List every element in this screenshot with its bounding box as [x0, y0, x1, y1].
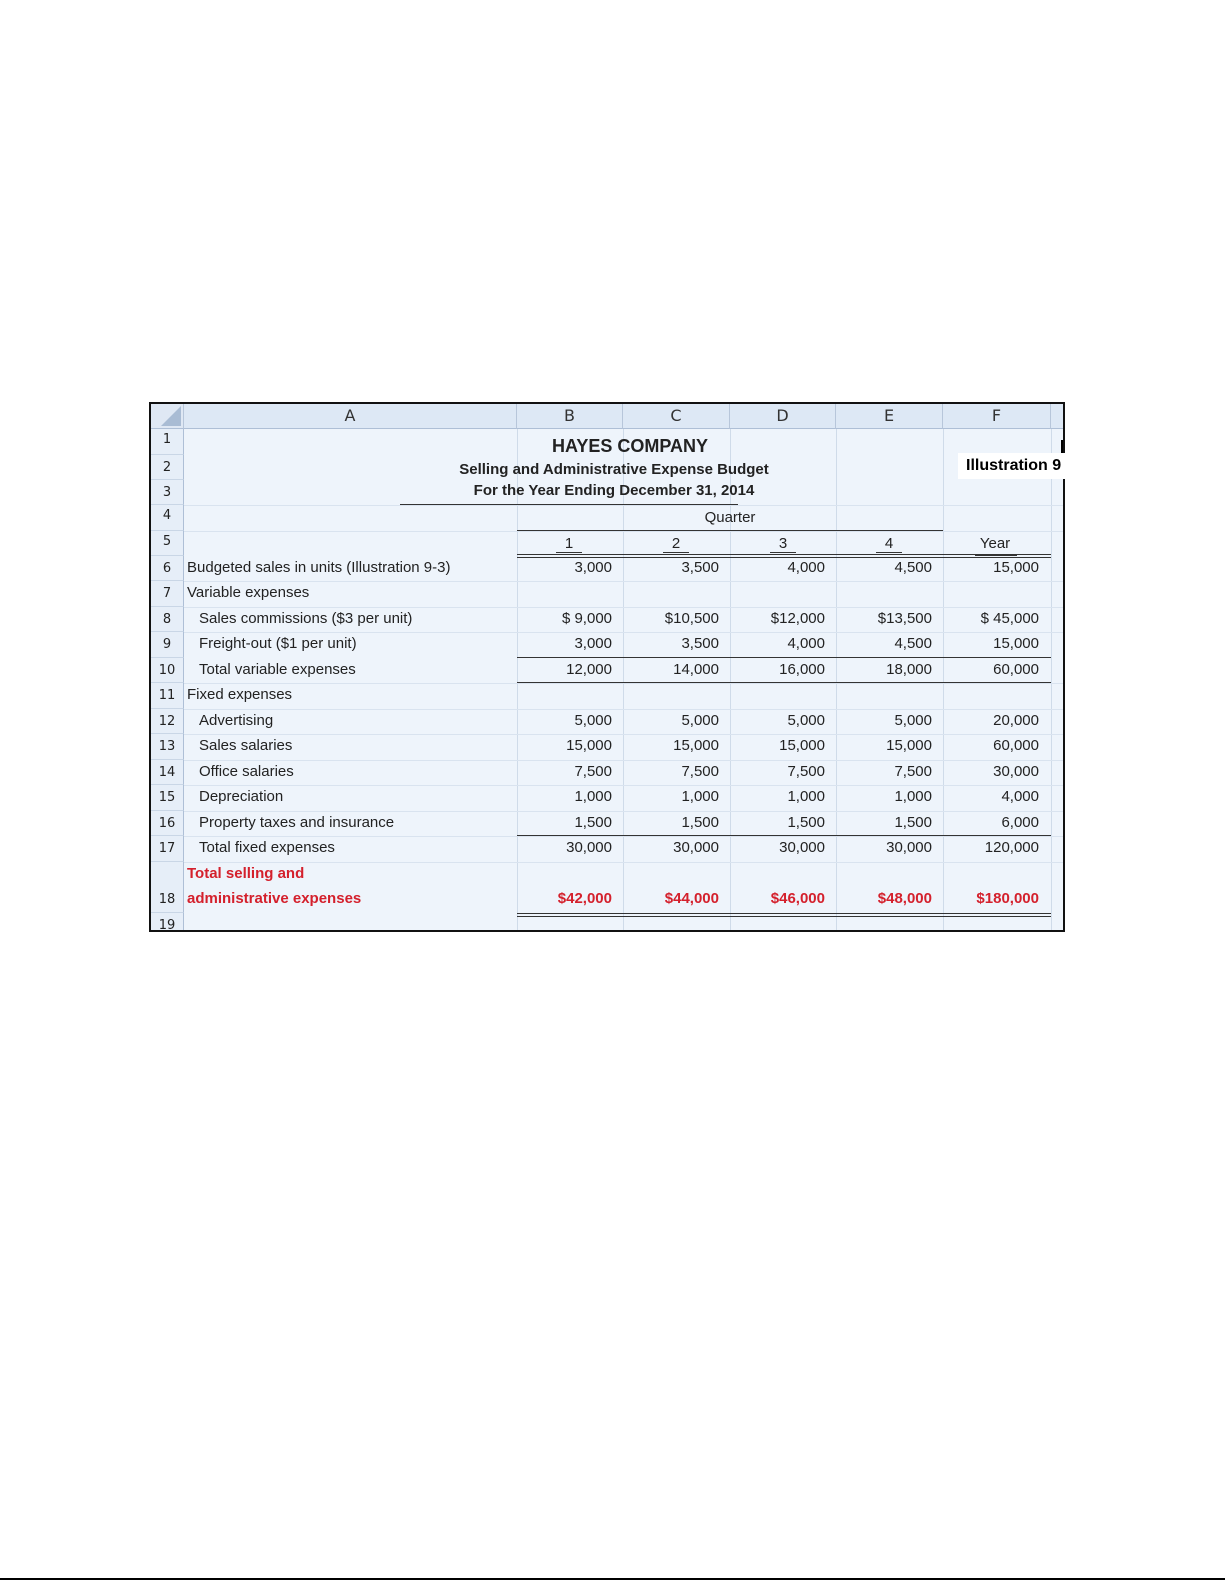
page-bottom-rule — [0, 1578, 1225, 1580]
double-rule-top — [517, 557, 1051, 558]
value-cell[interactable]: 1,500 — [787, 814, 825, 831]
subtotal-rule — [517, 657, 1051, 658]
column-header-e[interactable]: E — [836, 404, 943, 429]
value-cell[interactable]: 15,000 — [673, 737, 719, 754]
year-label: Year — [979, 535, 1011, 552]
value-cell[interactable]: 4,500 — [894, 635, 932, 652]
row-header[interactable]: 6 — [151, 556, 184, 581]
quarter-3-underline — [770, 552, 796, 553]
double-rule-bottom — [517, 913, 1051, 914]
row-header[interactable]: 13 — [151, 734, 184, 760]
value-cell[interactable]: 30,000 — [566, 839, 612, 856]
value-cell[interactable]: 6,000 — [1001, 814, 1039, 831]
value-cell[interactable]: 1,500 — [894, 814, 932, 831]
gridline — [184, 531, 1065, 532]
value-cell[interactable]: 4,000 — [787, 635, 825, 652]
total-label: administrative expenses — [187, 890, 362, 907]
select-all-corner[interactable] — [151, 404, 184, 429]
value-cell[interactable]: $ 45,000 — [980, 610, 1039, 627]
company-title: HAYES COMPANY — [551, 436, 709, 456]
value-cell[interactable]: 15,000 — [886, 737, 932, 754]
double-rule-top — [517, 554, 1051, 555]
value-cell[interactable]: 30,000 — [886, 839, 932, 856]
value-cell[interactable]: 30,000 — [673, 839, 719, 856]
gridline — [184, 836, 1065, 837]
value-cell[interactable]: 5,000 — [574, 712, 612, 729]
row-header[interactable]: 5 — [151, 531, 184, 556]
double-rule-bottom — [517, 916, 1051, 917]
value-cell[interactable]: 3,000 — [574, 559, 612, 576]
value-cell[interactable]: $13,500 — [877, 610, 932, 627]
value-cell[interactable]: 14,000 — [673, 661, 719, 678]
value-cell[interactable]: 15,000 — [993, 559, 1039, 576]
value-cell[interactable]: 60,000 — [993, 737, 1039, 754]
value-cell[interactable]: 4,000 — [1001, 788, 1039, 805]
value-cell[interactable]: 1,500 — [574, 814, 612, 831]
gridline — [184, 785, 1065, 786]
value-cell[interactable]: 15,000 — [779, 737, 825, 754]
column-header-d[interactable]: D — [730, 404, 836, 429]
value-cell[interactable]: 7,500 — [787, 763, 825, 780]
quarter-1-underline — [556, 552, 582, 553]
value-cell[interactable]: 3,000 — [574, 635, 612, 652]
value-cell[interactable]: $ 9,000 — [561, 610, 612, 627]
quarter-4-label: 4 — [884, 535, 894, 552]
spreadsheet[interactable] — [149, 402, 1065, 932]
value-cell[interactable]: 7,500 — [681, 763, 719, 780]
value-cell[interactable]: 5,000 — [894, 712, 932, 729]
value-cell[interactable]: 60,000 — [993, 661, 1039, 678]
value-cell[interactable]: 5,000 — [681, 712, 719, 729]
row-header[interactable]: 9 — [151, 632, 184, 658]
row-header[interactable]: 3 — [151, 480, 184, 505]
gridline — [184, 862, 1065, 863]
value-cell[interactable]: 15,000 — [566, 737, 612, 754]
row-header[interactable]: 12 — [151, 709, 184, 734]
value-cell[interactable]: 30,000 — [779, 839, 825, 856]
value-cell[interactable]: 1,000 — [894, 788, 932, 805]
value-cell[interactable]: 1,000 — [574, 788, 612, 805]
subtotal-rule — [517, 835, 1051, 836]
row-header[interactable]: 17 — [151, 836, 184, 862]
line-label: Sales commissions ($3 per unit) — [199, 610, 413, 627]
row-header[interactable]: 19 — [151, 913, 184, 932]
value-cell[interactable]: 30,000 — [993, 763, 1039, 780]
line-label: Variable expenses — [187, 584, 310, 601]
quarter-3-label: 3 — [778, 535, 788, 552]
gridline — [184, 683, 1065, 684]
row-header[interactable]: 2 — [151, 455, 184, 480]
budget-title: Selling and Administrative Expense Budget — [459, 461, 769, 478]
column-header-a[interactable]: A — [184, 404, 517, 429]
line-label: Property taxes and insurance — [199, 814, 395, 831]
gridline — [184, 811, 1065, 812]
value-cell[interactable]: 4,000 — [787, 559, 825, 576]
line-label: Freight-out ($1 per unit) — [199, 635, 357, 652]
quarter-2-underline — [663, 552, 689, 553]
subtotal-rule — [517, 682, 1051, 683]
gridline — [184, 734, 1065, 735]
gridline — [184, 760, 1065, 761]
title-underline — [400, 504, 738, 505]
year-underline — [975, 555, 1017, 556]
line-label: Total fixed expenses — [199, 839, 335, 856]
value-cell[interactable]: 3,500 — [681, 559, 719, 576]
total-value-cell[interactable]: $180,000 — [976, 890, 1039, 907]
value-cell[interactable]: 4,500 — [894, 559, 932, 576]
row-header[interactable]: 4 — [151, 505, 184, 531]
row-header[interactable]: 8 — [151, 607, 184, 632]
value-cell[interactable]: 18,000 — [886, 661, 932, 678]
gridline — [184, 581, 1065, 582]
value-cell[interactable]: 7,500 — [574, 763, 612, 780]
illustration-label: Illustration 9 — [958, 453, 1073, 479]
value-cell[interactable]: 5,000 — [787, 712, 825, 729]
period-title: For the Year Ending December 31, 2014 — [473, 482, 755, 499]
quarter-1-label: 1 — [564, 535, 574, 552]
row-header[interactable]: 1 — [151, 429, 184, 455]
value-cell[interactable]: $12,000 — [770, 610, 825, 627]
total-value-cell[interactable]: $42,000 — [557, 890, 612, 907]
gridline — [184, 505, 1065, 506]
value-cell[interactable]: 16,000 — [779, 661, 825, 678]
row-header[interactable]: 11 — [151, 683, 184, 709]
line-label: Total variable expenses — [199, 661, 356, 678]
value-cell[interactable]: 12,000 — [566, 661, 612, 678]
total-value-cell[interactable]: $46,000 — [770, 890, 825, 907]
gridline — [184, 607, 1065, 608]
row-header[interactable]: 7 — [151, 581, 184, 607]
column-header-c[interactable]: C — [623, 404, 730, 429]
total-label: Total selling and — [187, 865, 305, 882]
line-label: Office salaries — [199, 763, 294, 780]
row-header[interactable]: 16 — [151, 811, 184, 836]
value-cell[interactable]: 1,500 — [681, 814, 719, 831]
row-header[interactable]: 18 — [151, 862, 184, 913]
value-cell[interactable]: 1,000 — [787, 788, 825, 805]
row-header[interactable]: 10 — [151, 658, 184, 683]
quarter-rule — [517, 530, 943, 531]
line-label: Budgeted sales in units (Illustration 9-3) — [187, 559, 451, 576]
row-header[interactable]: 15 — [151, 785, 184, 811]
value-cell[interactable]: 20,000 — [993, 712, 1039, 729]
column-header-b[interactable]: B — [517, 404, 623, 429]
quarter-header: Quarter — [704, 509, 756, 526]
value-cell[interactable]: 1,000 — [681, 788, 719, 805]
column-header-f[interactable]: F — [943, 404, 1051, 429]
column-header-g[interactable] — [1051, 404, 1065, 429]
value-cell[interactable]: 7,500 — [894, 763, 932, 780]
gridline — [184, 709, 1065, 710]
line-label: Depreciation — [199, 788, 284, 805]
quarter-4-underline — [876, 552, 902, 553]
total-value-cell[interactable]: $44,000 — [664, 890, 719, 907]
quarter-2-label: 2 — [671, 535, 681, 552]
line-label: Sales salaries — [199, 737, 293, 754]
value-cell[interactable]: 120,000 — [984, 839, 1039, 856]
value-cell[interactable]: $10,500 — [664, 610, 719, 627]
total-value-cell[interactable]: $48,000 — [877, 890, 932, 907]
row-header[interactable]: 14 — [151, 760, 184, 785]
line-label: Fixed expenses — [187, 686, 293, 703]
value-cell[interactable]: 3,500 — [681, 635, 719, 652]
value-cell[interactable]: 15,000 — [993, 635, 1039, 652]
line-label: Advertising — [199, 712, 274, 729]
gridline — [184, 632, 1065, 633]
